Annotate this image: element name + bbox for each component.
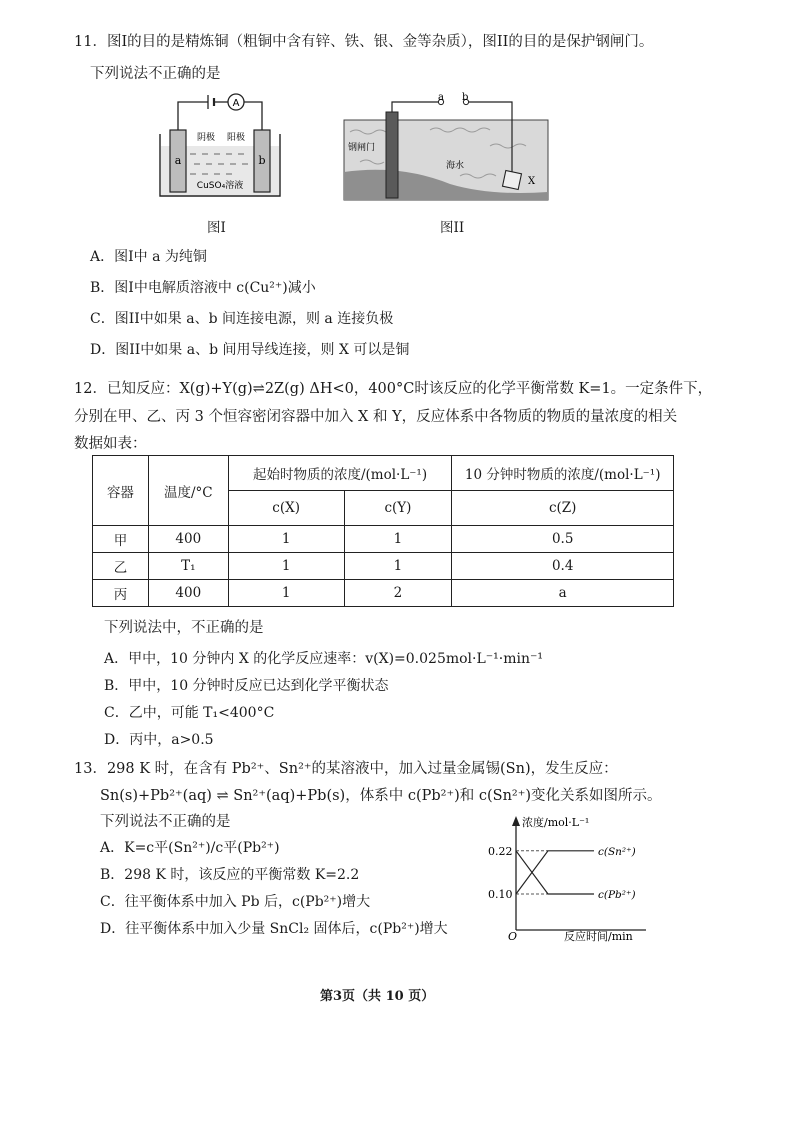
header-cz: c(Z) bbox=[452, 491, 674, 526]
y-tick-label: 0.10 bbox=[488, 888, 513, 901]
header-cy: c(Y) bbox=[344, 491, 452, 526]
ammeter-label: A bbox=[232, 98, 240, 109]
table-row bbox=[93, 526, 674, 553]
terminal-b-label: b bbox=[462, 92, 469, 103]
q12-option-c: C．乙中，可能 T₁<400°C bbox=[104, 705, 275, 721]
series-line-sn bbox=[516, 851, 594, 894]
figure-1-electrolysis bbox=[150, 90, 290, 202]
q13-option-d: D．往平衡体系中加入少量 SnCl₂ 固体后，c(Pb²⁺)增大 bbox=[100, 921, 448, 937]
cell-cx: 1 bbox=[228, 580, 344, 607]
cell-cz: 0.4 bbox=[452, 553, 674, 580]
electrode-a-label: a bbox=[174, 154, 182, 167]
q12-data-table bbox=[92, 455, 674, 607]
header-10min-concentration: 10 分钟时物质的浓度/(mol·L⁻¹) bbox=[452, 456, 674, 491]
cell-container: 甲 bbox=[93, 526, 149, 553]
q12-option-d: D．丙中，a>0.5 bbox=[104, 732, 214, 748]
y-tick-label: 0.22 bbox=[488, 844, 513, 858]
q13-prompt: 下列说法不正确的是 bbox=[100, 814, 231, 830]
electrode-x-label: X bbox=[528, 176, 536, 187]
q12-stem-line1: 12．已知反应：X(g)+Y(g)⇌2Z(g) ΔH<0，400°C时该反应的化学平衡常数 K=1。一定条件下， bbox=[74, 381, 713, 397]
terminal-a-label: a bbox=[438, 92, 444, 103]
figure-2-caption: 图II bbox=[440, 220, 465, 236]
cell-cy: 1 bbox=[344, 553, 452, 580]
q12-option-b: B．甲中，10 分钟时反应已达到化学平衡状态 bbox=[104, 678, 389, 694]
q12-stem-line2: 分别在甲、乙、丙 3 个恒容密闭容器中加入 X 和 Y，反应体系中各物质的物质的量浓度的相关 bbox=[74, 409, 678, 425]
cathode-text: 阴极 bbox=[196, 133, 216, 143]
q11-prompt: 下列说法不正确的是 bbox=[90, 66, 221, 82]
q13-concentration-chart bbox=[486, 808, 656, 948]
cell-cy: 1 bbox=[344, 526, 452, 553]
cell-temp: 400 bbox=[148, 526, 228, 553]
electrode-b-label: b bbox=[258, 154, 266, 167]
electrode-x bbox=[503, 171, 522, 190]
q13-option-b: B．298 K 时，该反应的平衡常数 K=2.2 bbox=[100, 867, 360, 883]
q11-option-b: B．图I中电解质溶液中 c(Cu²⁺)减小 bbox=[90, 280, 316, 296]
anode-text: 阳极 bbox=[226, 133, 246, 143]
x-axis-label: 反应时间/min bbox=[564, 930, 633, 943]
q13-stem-line1: 13．298 K 时，在含有 Pb²⁺、Sn²⁺的某溶液中，加入过量金属锡(Sn)，发生反应： bbox=[74, 761, 618, 777]
header-cx: c(X) bbox=[228, 491, 344, 526]
cell-temp: 400 bbox=[148, 580, 228, 607]
steel-gate bbox=[386, 112, 398, 198]
header-container: 容器 bbox=[93, 456, 149, 526]
cell-container: 乙 bbox=[93, 553, 149, 580]
cell-cx: 1 bbox=[228, 526, 344, 553]
cell-cx: 1 bbox=[228, 553, 344, 580]
header-temperature: 温度/°C bbox=[148, 456, 228, 526]
solution-label: CuSO₄溶液 bbox=[196, 181, 244, 191]
q12-prompt: 下列说法中，不正确的是 bbox=[104, 620, 264, 636]
table-row bbox=[93, 580, 674, 607]
series-label-sn: c(Sn²⁺) bbox=[598, 845, 636, 858]
header-initial-concentration: 起始时物质的浓度/(mol·L⁻¹) bbox=[228, 456, 452, 491]
q11-option-c: C．图II中如果 a、b 间连接电源，则 a 连接负极 bbox=[90, 311, 394, 327]
q12-option-a: A．甲中，10 分钟内 X 的化学反应速率：v(X)=0.025mol·L⁻¹·min⁻¹ bbox=[104, 651, 544, 667]
cell-cy: 2 bbox=[344, 580, 452, 607]
cell-cz: a bbox=[452, 580, 674, 607]
water-label: 海水 bbox=[446, 161, 465, 171]
series-line-pb bbox=[516, 851, 594, 894]
page-footer: 第3页（共 10 页） bbox=[320, 989, 435, 1004]
gate-label: 钢闸门 bbox=[348, 143, 376, 153]
figure-2-steel-gate bbox=[340, 92, 552, 204]
q11-option-a: A．图I中 a 为纯铜 bbox=[90, 249, 207, 265]
q11-option-d: D．图II中如果 a、b 间用导线连接，则 X 可以是铜 bbox=[90, 342, 410, 358]
q12-stem-line3: 数据如表： bbox=[74, 436, 147, 452]
figure-1-caption: 图I bbox=[207, 220, 226, 236]
cell-cz: 0.5 bbox=[452, 526, 674, 553]
origin-label: O bbox=[508, 930, 518, 943]
series-label-pb: c(Pb²⁺) bbox=[598, 889, 636, 901]
cell-temp: T₁ bbox=[148, 553, 228, 580]
table-row bbox=[93, 553, 674, 580]
y-axis-arrow-icon bbox=[512, 816, 520, 826]
q13-option-a: A．K=c平(Sn²⁺)/c平(Pb²⁺) bbox=[100, 840, 280, 856]
q11-stem: 11．图I的目的是精炼铜（粗铜中含有锌、铁、银、金等杂质），图II的目的是保护钢闸门。 bbox=[74, 34, 654, 50]
y-axis-label: 浓度/mol·L⁻¹ bbox=[522, 816, 590, 829]
cell-container: 丙 bbox=[93, 580, 149, 607]
q13-stem-line2: Sn(s)+Pb²⁺(aq) ⇌ Sn²⁺(aq)+Pb(s)，体系中 c(Pb²⁺)和 c(Sn²⁺)变化关系如图所示。 bbox=[100, 788, 662, 804]
q13-option-c: C．往平衡体系中加入 Pb 后，c(Pb²⁺)增大 bbox=[100, 894, 371, 910]
